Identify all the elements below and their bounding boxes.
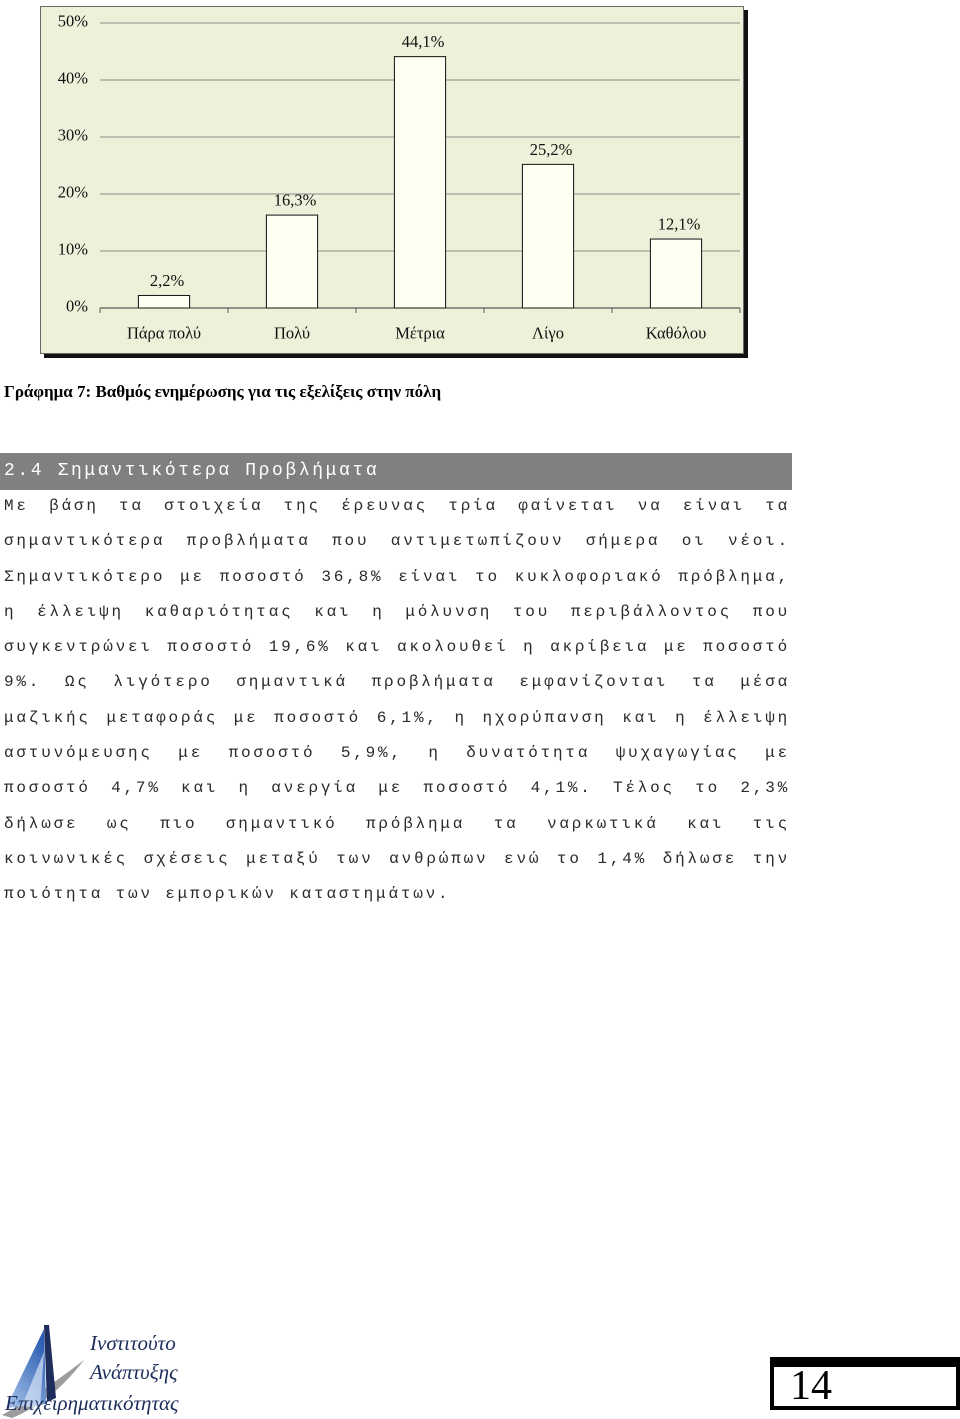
category-label: Καθόλου: [645, 323, 707, 343]
text-line: κοινωνικές σχέσεις μεταξύ των ανθρώπων ενώ το 1,4% δήλωσε την: [4, 849, 790, 868]
text-line: ποσοστό 4,7% και η ανεργία με ποσοστό 4,1%. Τέλος το 2,3%: [4, 779, 790, 798]
data-label: 2,2%: [149, 270, 185, 290]
section-heading-bar: [0, 453, 792, 490]
bar-chart: [40, 6, 744, 354]
data-label: 25,2%: [529, 139, 573, 159]
y-tick-label: 0%: [66, 296, 88, 316]
y-tick-label: 20%: [57, 182, 88, 202]
text-line: 9%. Ως λιγότερο σημαντικά προβλήματα εμφανίζονται τα μέσα: [4, 673, 790, 692]
text-line: Με βάση τα στοιχεία της έρευνας τρία φαίνεται να είναι τα: [4, 497, 790, 515]
text-line: συγκεντρώνει ποσοστό 19,6% και ακολουθεί η ακρίβεια με ποσοστό: [4, 638, 790, 657]
chart-frame: [40, 6, 744, 354]
text-line: σημαντικότερα προβλήματα που αντιμετωπίζουν σήμερα οι νέοι.: [4, 532, 790, 551]
data-label: 16,3%: [273, 190, 317, 210]
category-label: Λίγο: [532, 323, 564, 343]
data-label: 44,1%: [401, 32, 445, 52]
text-line: ποιότητα των εμπορικών καταστημάτων.: [4, 885, 451, 904]
category-label: Πολύ: [273, 323, 311, 343]
data-label: 12,1%: [657, 214, 701, 234]
category-label: Μέτρια: [395, 323, 445, 343]
y-tick-label: 40%: [57, 68, 88, 88]
body-paragraph: [4, 489, 790, 913]
page-number-box: [770, 1357, 960, 1410]
text-line: μαζικής μεταφοράς με ποσοστό 6,1%, η ηχορύπανση και η έλλειψη: [4, 708, 790, 727]
text-line: η έλλειψη καθαριότητας και η μόλυνση του περιβάλλοντος που: [4, 602, 790, 621]
y-tick-label: 30%: [57, 125, 88, 145]
bar: [266, 215, 317, 308]
logo-text-line: Ινστιτούτο: [90, 1331, 176, 1355]
text-line: αστυνόμευσης με ποσοστό 5,9%, η δυνατότητα ψυχαγωγίας με: [4, 744, 790, 763]
text-line: Σημαντικότερο με ποσοστό 36,8% είναι το κυκλοφοριακό πρόβλημα,: [4, 567, 790, 586]
bar: [650, 239, 701, 308]
category-label: Πάρα πολύ: [126, 323, 202, 343]
y-tick-label: 50%: [57, 11, 88, 31]
bar: [138, 295, 189, 308]
figure-caption: Γράφημα 7: Βαθμός ενημέρωσης για τις εξελίξεις στην πόλη: [4, 382, 442, 401]
logo-text-line: Ανάπτυξης: [90, 1360, 178, 1384]
logo-text-line: Επιχειρηματικότητας: [5, 1391, 179, 1415]
page-number: 14: [790, 1363, 832, 1409]
bar: [394, 57, 445, 308]
text-line: δήλωσε ως πιο σημαντικό πρόβλημα τα ναρκωτικά και τις: [4, 814, 790, 833]
section-heading: 2.4 Σημαντικότερα Προβλήματα: [4, 461, 380, 481]
bar: [522, 164, 573, 308]
y-tick-label: 10%: [57, 239, 88, 259]
